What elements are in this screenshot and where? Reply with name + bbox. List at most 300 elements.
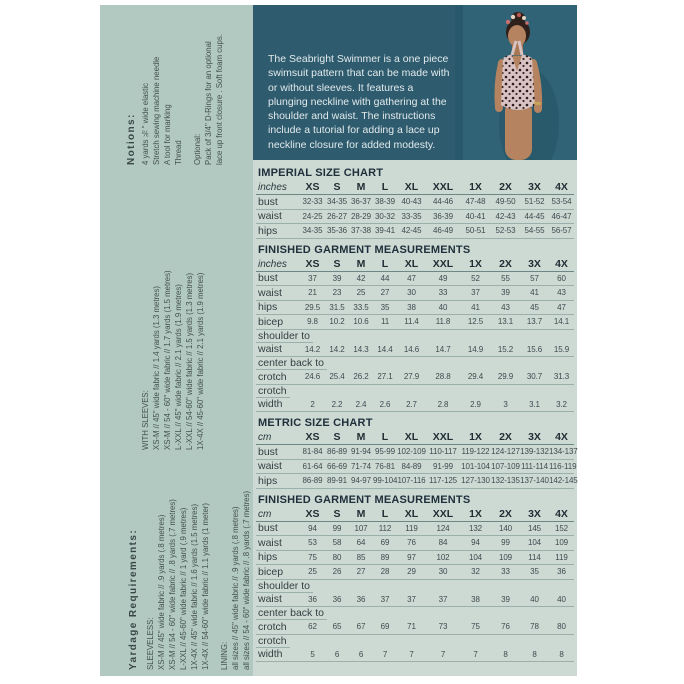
size-value: 102-109: [397, 447, 426, 457]
size-value: 33-35: [401, 211, 422, 221]
row-label-prefix-text: shoulder to: [256, 330, 313, 343]
size-value: 28-29: [351, 211, 371, 221]
size-value: 109: [498, 552, 513, 562]
size-value: 13.1: [497, 317, 514, 327]
size-header: 4X: [555, 257, 568, 270]
size-value: 27: [356, 567, 366, 577]
notions-item: 4 yards ⅜" wide elastic: [141, 83, 150, 165]
row-label: hips: [258, 301, 278, 314]
size-value: 34-35: [302, 226, 323, 236]
size-header: M: [356, 257, 366, 270]
size-value: 28.8: [435, 372, 451, 382]
size-value: 114: [528, 552, 541, 562]
size-value: 42-45: [401, 226, 422, 236]
unit-label: inches: [258, 182, 287, 193]
size-header: M: [356, 507, 366, 520]
size-value: 24-25: [302, 211, 323, 221]
size-table-row: [256, 565, 574, 580]
size-value: 3: [503, 399, 508, 409]
size-value: 76: [407, 538, 416, 548]
size-table-row: [256, 445, 578, 460]
size-value: 2.2: [331, 399, 343, 409]
size-value: 44-45: [524, 211, 545, 221]
size-value: 29: [407, 567, 416, 577]
size-value: 80: [332, 552, 342, 562]
size-value: 119: [555, 552, 568, 562]
notions-title: Notions:: [126, 113, 137, 165]
notions-optional-item: Pack of 3/4" D-Rings for an optional: [204, 41, 213, 165]
size-value: 134-137: [549, 447, 578, 457]
size-value: 94: [308, 523, 317, 533]
with-sleeves-item: L-XXL // 45" wide fabric // 2.1 yards (1.9 metres): [174, 284, 183, 450]
size-value: 40: [530, 594, 539, 604]
size-value: 37: [438, 594, 448, 604]
size-value: 139-132: [520, 447, 549, 457]
size-value: 6: [358, 649, 364, 659]
size-header: 2X: [499, 431, 512, 443]
size-value: 41: [471, 302, 480, 312]
size-value: 25: [356, 288, 366, 298]
row-label-prefix-text: shoulder to: [256, 580, 313, 593]
row-label: waist: [258, 593, 282, 606]
size-value: 101-104: [461, 461, 490, 471]
size-table-row: [256, 522, 574, 537]
size-value: 33: [438, 288, 448, 298]
size-value: 109: [554, 538, 569, 548]
yardage-title: Yardage Requirements:: [128, 528, 139, 670]
size-value: 52: [471, 273, 480, 283]
size-value: 43: [557, 288, 566, 298]
size-value: 140: [498, 523, 513, 533]
size-value: 145: [527, 523, 542, 533]
face: [508, 25, 526, 47]
size-header: XL: [404, 257, 419, 270]
size-header: 1X: [469, 431, 482, 443]
size-value: 14.3: [353, 344, 369, 354]
table-header-row: [256, 258, 574, 272]
size-value: 14.4: [377, 344, 393, 354]
size-value: 27.1: [377, 372, 393, 382]
size-value: 107-109: [491, 461, 520, 471]
table-title: FINISHED GARMENT MEASUREMENTS: [258, 243, 471, 256]
size-value: 38: [407, 302, 416, 312]
size-value: 11.8: [435, 317, 451, 327]
size-value: 10.2: [329, 317, 345, 327]
row-label: width: [258, 648, 283, 661]
row-label: bicep: [258, 565, 284, 578]
table-header-row: [256, 181, 574, 195]
sleeveless-item: 1X-4X // 54-60" wide fabric // 1.1 yards (1 meter): [201, 502, 210, 670]
pattern-envelope-page: [100, 5, 577, 676]
size-value: 137-140: [520, 476, 549, 486]
row-label: crotch: [258, 620, 287, 633]
size-value: 71-74: [351, 461, 371, 471]
size-table-row: [256, 460, 577, 475]
size-value: 35: [530, 567, 539, 577]
size-header: S: [333, 507, 341, 520]
size-value: 30: [438, 567, 448, 577]
size-value: 39: [501, 594, 510, 604]
size-value: 15.6: [526, 344, 543, 354]
size-header: 3X: [528, 507, 541, 520]
size-header: 1X: [469, 181, 482, 193]
size-table-row: [256, 536, 574, 551]
unit-label: inches: [258, 258, 287, 270]
size-value: 107: [354, 523, 368, 533]
notions-section: [124, 31, 225, 165]
size-value: 6: [334, 649, 340, 659]
with-sleeves-item: L-XXL // 54-60" wide fabric // 1.5 yards (1.3 metres): [185, 272, 194, 450]
size-table-row: [256, 648, 574, 663]
size-value: 81-84: [302, 447, 323, 457]
size-header: XS: [305, 257, 320, 270]
description-panel: [253, 5, 577, 160]
size-value: 11: [380, 317, 390, 327]
wall-corner-shadow: [455, 5, 463, 160]
size-value: 76-81: [375, 461, 395, 471]
size-value: 69: [380, 622, 390, 632]
size-value: 14.6: [403, 344, 420, 354]
size-table-row: [256, 210, 574, 225]
size-value: 62: [308, 622, 317, 632]
size-value: 127-130: [461, 476, 490, 486]
lining-title: LINING:: [220, 641, 229, 670]
row-label-prefix-text: center back to: [256, 607, 327, 620]
size-value: 52-53: [495, 226, 516, 236]
row-label: bust: [258, 272, 278, 285]
size-value: 46-49: [433, 226, 453, 236]
size-value: 14.1: [553, 317, 570, 327]
size-value: 152: [554, 523, 569, 533]
size-value: 14.9: [467, 344, 484, 354]
size-value: 41: [530, 288, 539, 298]
row-label: waist: [258, 343, 282, 356]
table-header-row: [256, 508, 574, 522]
size-value: 50-51: [465, 226, 486, 236]
size-value: 104: [527, 538, 542, 548]
size-value: 30-32: [375, 211, 395, 221]
size-value: 14.7: [435, 344, 451, 354]
size-header: M: [356, 431, 366, 443]
swimsuit-model-illustration: [455, 5, 577, 160]
size-header: XXL: [432, 257, 454, 270]
size-value: 124-127: [491, 447, 520, 457]
row-label: hips: [258, 224, 278, 237]
size-value: 3.1: [529, 399, 540, 409]
sleeveless-item: 1X-4X // 45" wide fabric // 1.6 yards (1.5 metres): [190, 503, 199, 670]
size-charts: [256, 162, 578, 662]
size-value: 2.8: [437, 399, 449, 409]
size-value: 10.6: [353, 317, 369, 327]
size-value: 78: [530, 622, 539, 632]
size-value: 24.6: [304, 372, 321, 382]
row-label: bust: [258, 445, 278, 458]
size-table-row: [256, 343, 574, 358]
with-sleeves-item: 1X-4X // 45-60" wide fabric // 2.1 yards (1.9 metres): [196, 272, 205, 450]
size-value: 30: [407, 288, 416, 298]
size-value: 58: [332, 538, 342, 548]
size-value: 65: [332, 622, 342, 632]
lining-item: all sizes // 54 - 60" wide fabric // .8 yards (.7 metres): [242, 490, 251, 670]
size-header: 2X: [499, 507, 512, 520]
size-value: 40-41: [465, 211, 486, 221]
size-value: 27.9: [403, 372, 420, 382]
size-value: 99-104: [373, 476, 398, 486]
size-header: XS: [305, 431, 320, 443]
size-header: L: [381, 431, 389, 443]
size-value: 26: [332, 567, 342, 577]
size-value: 23: [332, 288, 342, 298]
size-value: 11.4: [404, 317, 419, 327]
size-value: 26-27: [327, 211, 347, 221]
model-photo: [455, 5, 577, 160]
row-label-prefix: [256, 607, 574, 620]
yardage-requirements-section: [126, 458, 252, 670]
size-header: M: [356, 181, 366, 193]
size-value: 29.5: [304, 302, 321, 312]
size-table-row: [256, 474, 578, 489]
size-value: 54-55: [524, 226, 545, 236]
row-label: hips: [258, 474, 278, 487]
size-table-row: [256, 398, 574, 413]
size-value: 28: [380, 567, 390, 577]
size-value: 66-69: [327, 461, 347, 471]
size-header: L: [381, 507, 389, 520]
size-header: 3X: [528, 257, 541, 270]
size-value: 2.9: [470, 399, 481, 409]
size-value: 7: [440, 649, 446, 659]
size-value: 84-89: [401, 461, 422, 471]
size-value: 38: [471, 594, 480, 604]
size-header: 3X: [528, 181, 541, 193]
size-value: 39: [332, 273, 342, 283]
size-header: 3X: [528, 431, 541, 443]
size-header: XS: [305, 181, 320, 193]
size-value: 29.9: [497, 372, 514, 382]
size-value: 132-135: [491, 476, 520, 486]
row-label: hips: [258, 551, 278, 564]
sleeveless-item: XS-M // 45" wide fabric // .9 yards (.8 metres): [157, 514, 166, 670]
row-label-prefix: [256, 635, 574, 648]
size-header: 4X: [555, 181, 568, 193]
notions-optional-item: lace up front closure . Soft foam cups.: [215, 34, 224, 165]
size-value: 76: [501, 622, 510, 632]
size-value: 7: [382, 649, 388, 659]
size-value: 112: [378, 523, 392, 533]
table-title: METRIC SIZE CHART: [258, 417, 373, 429]
size-value: 99: [332, 523, 342, 533]
size-value: 2.4: [355, 399, 367, 409]
size-value: 15.9: [553, 344, 570, 354]
row-label-prefix: [256, 357, 574, 370]
row-label: bicep: [258, 315, 284, 328]
size-value: 49: [438, 273, 448, 283]
table-header-row: [256, 431, 574, 445]
size-value: 47-48: [465, 197, 486, 207]
size-value: 124: [436, 523, 450, 533]
size-value: 44-46: [433, 197, 453, 207]
row-label: waist: [258, 286, 282, 299]
size-value: 56-57: [551, 226, 572, 236]
notions-item: A tool for marking: [163, 104, 172, 165]
size-value: 61-64: [302, 461, 323, 471]
size-header: 4X: [555, 507, 568, 520]
row-label: waist: [258, 536, 282, 549]
size-value: 39-41: [375, 226, 395, 236]
size-value: 84: [438, 538, 448, 548]
size-value: 36: [332, 594, 342, 604]
bracelet: [534, 102, 541, 105]
size-header: XL: [404, 507, 419, 520]
size-value: 132: [468, 523, 483, 533]
size-value: 75: [471, 622, 480, 632]
size-value: 85: [356, 552, 366, 562]
with-sleeves-item: XS-M // 45" wide fabric // 1.4 yards (1.3 metres): [152, 286, 161, 450]
size-value: 36-37: [351, 197, 371, 207]
row-label-prefix-text: center back to: [256, 357, 327, 370]
size-value: 111-114: [521, 461, 548, 471]
size-value: 47: [557, 302, 566, 312]
size-value: 117-125: [428, 476, 458, 486]
size-header: XS: [305, 507, 320, 520]
size-value: 116-119: [549, 461, 577, 471]
size-value: 36: [557, 567, 566, 577]
size-value: 104: [468, 552, 483, 562]
table-title: IMPERIAL SIZE CHART: [258, 167, 384, 179]
size-header: S: [333, 431, 341, 443]
size-value: 8: [503, 649, 508, 659]
size-value: 25.4: [329, 372, 345, 382]
size-table-row: [256, 370, 574, 385]
row-label: waist: [258, 210, 282, 223]
row-label-prefix: [256, 580, 574, 593]
size-value: 25: [308, 567, 317, 577]
size-value: 80: [557, 622, 566, 632]
size-value: 73: [438, 622, 448, 632]
size-header: L: [381, 257, 389, 270]
size-value: 71: [407, 622, 416, 632]
size-table-row: [256, 593, 574, 608]
size-value: 40: [557, 594, 566, 604]
size-value: 8: [532, 649, 537, 659]
size-value: 35: [380, 302, 390, 312]
size-value: 7: [473, 649, 478, 659]
size-value: 97: [407, 552, 416, 562]
lining-item: all sizes // 45" wide fabric // .9 yards (.8 metres): [231, 506, 240, 670]
size-table-row: [256, 224, 574, 239]
size-value: 21: [308, 288, 317, 298]
size-value: 94-97: [351, 476, 371, 486]
size-value: 91-94: [351, 447, 371, 457]
size-value: 5: [310, 649, 315, 659]
size-value: 107-116: [397, 476, 426, 486]
size-value: 27: [380, 288, 390, 298]
notions-item: Thread: [174, 140, 183, 165]
size-value: 34-35: [327, 197, 347, 207]
size-value: 142-145: [549, 476, 578, 486]
size-value: 57: [530, 273, 539, 283]
size-header: XL: [404, 431, 419, 443]
size-value: 3.2: [556, 399, 567, 409]
size-header: 2X: [499, 181, 512, 193]
size-header: 1X: [469, 257, 482, 270]
size-header: XL: [404, 181, 419, 193]
table-title: FINISHED GARMENT MEASUREMENTS: [258, 493, 471, 506]
row-label-prefix: [256, 385, 574, 398]
size-value: 40-43: [401, 197, 422, 207]
size-value: 94: [471, 538, 480, 548]
size-value: 37: [407, 594, 416, 604]
size-value: 46-47: [551, 211, 572, 221]
size-header: XXL: [432, 181, 454, 193]
size-header: XXL: [432, 507, 454, 520]
size-header: S: [333, 181, 341, 193]
size-value: 14.2: [329, 344, 345, 354]
size-value: 99: [501, 538, 510, 548]
size-value: 45: [530, 302, 539, 312]
size-table-row: [256, 315, 574, 330]
size-value: 49-50: [495, 197, 516, 207]
row-label: bust: [258, 195, 278, 208]
size-value: 7: [409, 649, 414, 659]
size-value: 37-38: [351, 226, 371, 236]
size-value: 2.6: [379, 399, 391, 409]
size-value: 86-89: [327, 447, 347, 457]
with-sleeves-title: WITH SLEEVES:: [141, 390, 150, 450]
row-label: crotch: [258, 370, 287, 383]
size-value: 35-36: [327, 226, 347, 236]
size-value: 119: [405, 523, 418, 533]
size-value: 9.8: [307, 317, 318, 327]
size-value: 37: [471, 288, 480, 298]
size-value: 47: [407, 273, 416, 283]
size-value: 33: [501, 567, 510, 577]
size-value: 13.7: [526, 317, 543, 327]
size-value: 91-99: [433, 461, 453, 471]
unit-label: cm: [258, 508, 272, 520]
row-label-prefix-text: crotch: [256, 385, 290, 398]
size-header: L: [381, 181, 389, 193]
size-value: 102: [436, 552, 450, 562]
with-sleeves-item: XS-M // 54 - 60" wide fabric // 1.7 yards (1.5 metres): [163, 270, 172, 450]
size-value: 14.2: [304, 344, 321, 354]
size-value: 40: [438, 302, 448, 312]
size-value: 89-91: [327, 476, 347, 486]
with-sleeves-yardage-section: [140, 248, 206, 450]
size-header: 4X: [555, 431, 568, 443]
size-value: 15.2: [497, 344, 514, 354]
size-value: 119-122: [461, 447, 490, 457]
size-table-row: [256, 620, 574, 635]
size-value: 89: [380, 552, 390, 562]
size-value: 42-43: [495, 211, 516, 221]
size-value: 31.3: [553, 372, 570, 382]
size-value: 36: [356, 594, 366, 604]
size-table-row: [256, 195, 574, 210]
size-table-row: [256, 551, 574, 566]
size-header: S: [333, 257, 341, 270]
size-value: 2.7: [406, 399, 417, 409]
row-label-prefix: [256, 330, 574, 343]
size-value: 53-54: [551, 197, 572, 207]
size-value: 64: [356, 538, 366, 548]
size-value: 38-39: [375, 197, 395, 207]
size-header: 1X: [469, 507, 482, 520]
sleeveless-item: XS-M // 54 - 60" wide fabric // .8 yards (.7 metres): [168, 499, 177, 670]
size-value: 43: [501, 302, 510, 312]
size-value: 32-33: [302, 197, 323, 207]
size-table-row: [256, 286, 574, 301]
